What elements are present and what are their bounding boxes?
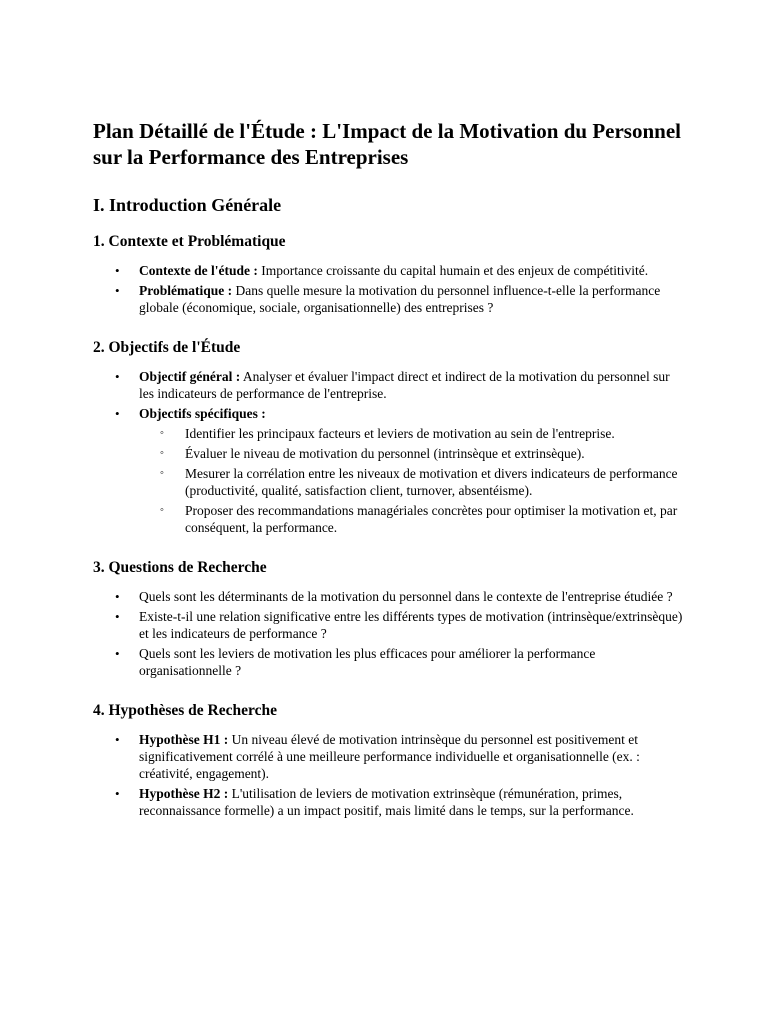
- list-item: [93, 731, 683, 782]
- document-page: [93, 118, 683, 841]
- bullet-list: [93, 731, 683, 819]
- list-item: [93, 262, 683, 279]
- list-item: • Existe-t-il une relation significative entre les différents types de motivation (intrinsèque/extrinsèque) et les indicateurs de performance ?: [93, 608, 683, 642]
- sub-bullet-list: [139, 425, 683, 536]
- item-text: Dans quelle mesure la motivation du personnel influence-t-elle la performance globale (économique, sociale, organisationnelle) des entreprises ?: [139, 283, 661, 315]
- item-text: Importance croissante du capital humain et des enjeux de compétitivité.: [257, 263, 649, 278]
- section-hypotheses: [93, 701, 683, 819]
- part-heading: I. Introduction Générale: [93, 195, 282, 215]
- section-heading: 2. Objectifs de l'Étude: [93, 339, 241, 356]
- section-questions: [93, 558, 683, 679]
- sub-list-item: ◦ Mesurer la corrélation entre les niveaux de motivation et divers indicateurs de performance (productivité, qualité, satisfaction client, turnover, absentéisme).: [139, 465, 683, 499]
- list-item: [93, 405, 683, 536]
- item-lead: Hypothèse H2 :: [139, 786, 229, 801]
- list-item: [93, 368, 683, 402]
- item-text: L'utilisation de leviers de motivation extrinsèque (rémunération, primes, reconnaissance formelle) a un impact positif, mais limité dans le temps, sur la performance.: [139, 786, 634, 818]
- item-lead: Objectif général :: [139, 369, 241, 384]
- document-title: Plan Détaillé de l'Étude : L'Impact de la Motivation du Personnel sur la Performance des Entreprises: [93, 119, 681, 169]
- sub-list-item: ◦ Proposer des recommandations managériales concrètes pour optimiser la motivation et, par conséquent, la performance.: [139, 502, 683, 536]
- list-item: • Quels sont les leviers de motivation les plus efficaces pour améliorer la performance organisationnelle ?: [93, 645, 683, 679]
- item-text: Un niveau élevé de motivation intrinsèque du personnel est positivement et significativement corrélé à une meilleure performance individuelle et organisationnelle (ex. : créativité, engagement).: [139, 732, 640, 781]
- section-heading: 3. Questions de Recherche: [93, 559, 267, 576]
- sub-list-item: ◦ Identifier les principaux facteurs et leviers de motivation au sein de l'entreprise.: [139, 425, 683, 442]
- section-heading: 1. Contexte et Problématique: [93, 233, 286, 250]
- list-item: [93, 785, 683, 819]
- section-heading: 4. Hypothèses de Recherche: [93, 702, 277, 719]
- item-text: Analyser et évaluer l'impact direct et indirect de la motivation du personnel sur les indicateurs de performance de l'entreprise.: [139, 369, 670, 401]
- list-item: • Quels sont les déterminants de la motivation du personnel dans le contexte de l'entreprise étudiée ?: [93, 588, 683, 605]
- item-lead: Contexte de l'étude :: [139, 263, 258, 278]
- item-lead: Objectifs spécifiques :: [139, 406, 266, 421]
- bullet-list: [93, 588, 683, 679]
- section-context: [93, 232, 683, 316]
- section-objectives: [93, 338, 683, 536]
- list-item: [93, 282, 683, 316]
- item-lead: Hypothèse H1 :: [139, 732, 229, 747]
- bullet-list: [93, 262, 683, 316]
- item-lead: Problématique :: [139, 283, 233, 298]
- bullet-list: [93, 368, 683, 536]
- sub-list-item: ◦ Évaluer le niveau de motivation du personnel (intrinsèque et extrinsèque).: [139, 445, 683, 462]
